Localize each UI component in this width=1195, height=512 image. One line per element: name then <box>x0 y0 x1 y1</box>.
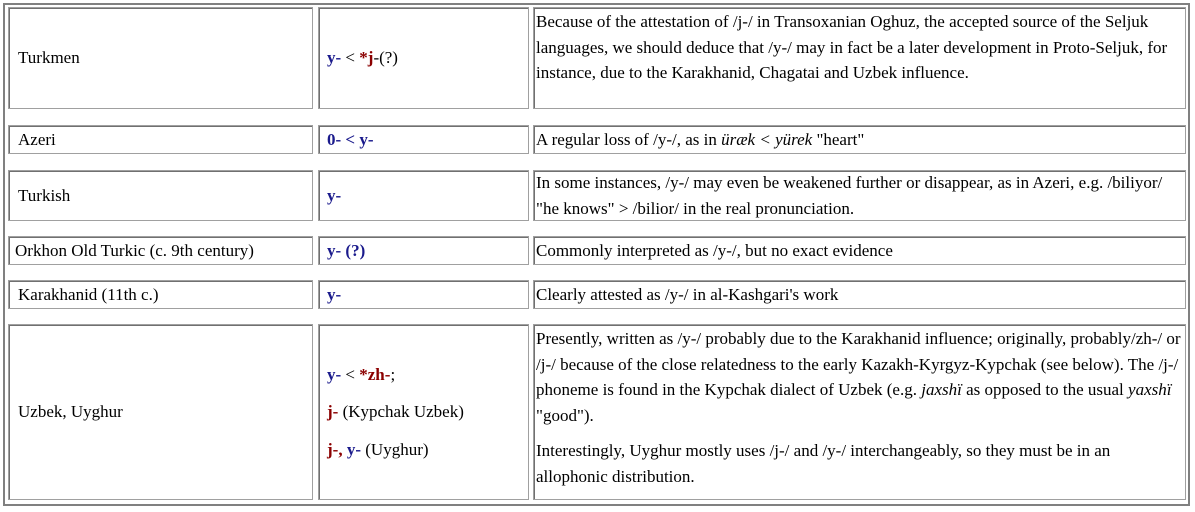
form-text: 0- < y- <box>327 129 374 149</box>
cell-comment-karakhanid <box>533 280 1186 309</box>
form-text: -(?) <box>373 48 398 68</box>
comment-paragraph <box>536 438 1181 489</box>
comment-text: Because of the attestation of /j-/ in Transoxanian Oghuz, the accepted source of the Seljuk languages, we should deduce that /y-/ may in fact be a later development in Proto-Seljuk, for instance, due to the Karakhanid, Chagatai and Uzbek influence. <box>536 12 1168 82</box>
cell-language-turkish <box>8 170 313 221</box>
comment-text: In some instances, /y-/ may even be weakened further or disappear, as in Azeri, e.g. /biliyor/ "he knows" > /bilior/ in the real pronunciation. <box>536 173 1163 218</box>
cell-form-karakhanid <box>318 280 529 309</box>
cell-language-azeri <box>8 125 313 154</box>
comment-text: as opposed to the usual <box>961 380 1129 399</box>
form-text: ; <box>390 364 396 384</box>
comment-text: "heart" <box>812 129 865 149</box>
comment-text: "good"). <box>536 405 594 425</box>
cell-language-turkmen <box>8 7 313 109</box>
comment-text: A regular loss of /y-/, as in <box>536 129 722 149</box>
form-text: y- <box>327 185 342 205</box>
comment-text: Presently, written as /y-/ probably due to the Karakhanid influence; originally, probably/zh-/ or /j-/ because of the close relatedness to the early Kazakh-Kyrgyz-Kypchak (see below). The /j-/ phoneme is found in the Kypchak dialect of Uzbek (e.g. <box>536 329 1181 399</box>
language-label: Uzbek, Uyghur <box>18 402 123 422</box>
form-text: j-, <box>327 439 343 459</box>
cell-language-uzbek-uyghur <box>8 324 313 500</box>
form-text: y- (?) <box>327 240 366 260</box>
cell-form-turkmen <box>318 7 529 109</box>
form-text: *zh- <box>359 364 391 384</box>
comment-paragraph <box>536 326 1181 428</box>
cell-comment-azeri <box>533 125 1186 154</box>
form-text: y- <box>327 364 342 384</box>
comment-text: yaxshï <box>1128 380 1172 399</box>
form-text: (Kypchak Uzbek) <box>338 402 464 422</box>
comment-text: Commonly interpreted as /y-/, but no exact evidence <box>536 240 893 260</box>
cell-form-turkish <box>318 170 529 221</box>
cell-comment-turkmen <box>533 7 1186 109</box>
comment-text: Clearly attested as /y-/ in al-Kashgari's work <box>536 284 839 304</box>
cell-comment-uzbek-uyghur <box>533 324 1186 500</box>
cell-language-orkhon <box>8 236 313 265</box>
comment-text: jaxshï <box>921 380 962 399</box>
form-text: (Uyghur) <box>361 439 429 459</box>
comment-text: üræk < yürek <box>721 129 813 149</box>
cell-form-orkhon <box>318 236 529 265</box>
cell-comment-turkish <box>533 170 1186 221</box>
cell-form-azeri <box>318 125 529 154</box>
language-label: Azeri <box>18 129 56 149</box>
form-text: *j <box>359 48 374 68</box>
form-text: y- <box>327 48 342 68</box>
language-label: Karakhanid (11th c.) <box>18 284 159 304</box>
cell-comment-orkhon <box>533 236 1186 265</box>
form-text: y- <box>327 284 342 304</box>
form-text: j- <box>327 402 339 422</box>
comment-text: Interestingly, Uyghur mostly uses /j-/ and /y-/ interchangeably, so they must be in an allophonic distribution. <box>536 441 1111 486</box>
cell-language-karakhanid <box>8 280 313 309</box>
cell-form-uzbek-uyghur <box>318 324 529 500</box>
language-label: Turkish <box>18 185 71 205</box>
form-text: y- <box>342 439 361 459</box>
form-text: < <box>341 364 360 384</box>
language-label: Turkmen <box>18 48 80 68</box>
form-text: < <box>341 48 360 68</box>
language-label: Orkhon Old Turkic (c. 9th century) <box>15 240 254 260</box>
